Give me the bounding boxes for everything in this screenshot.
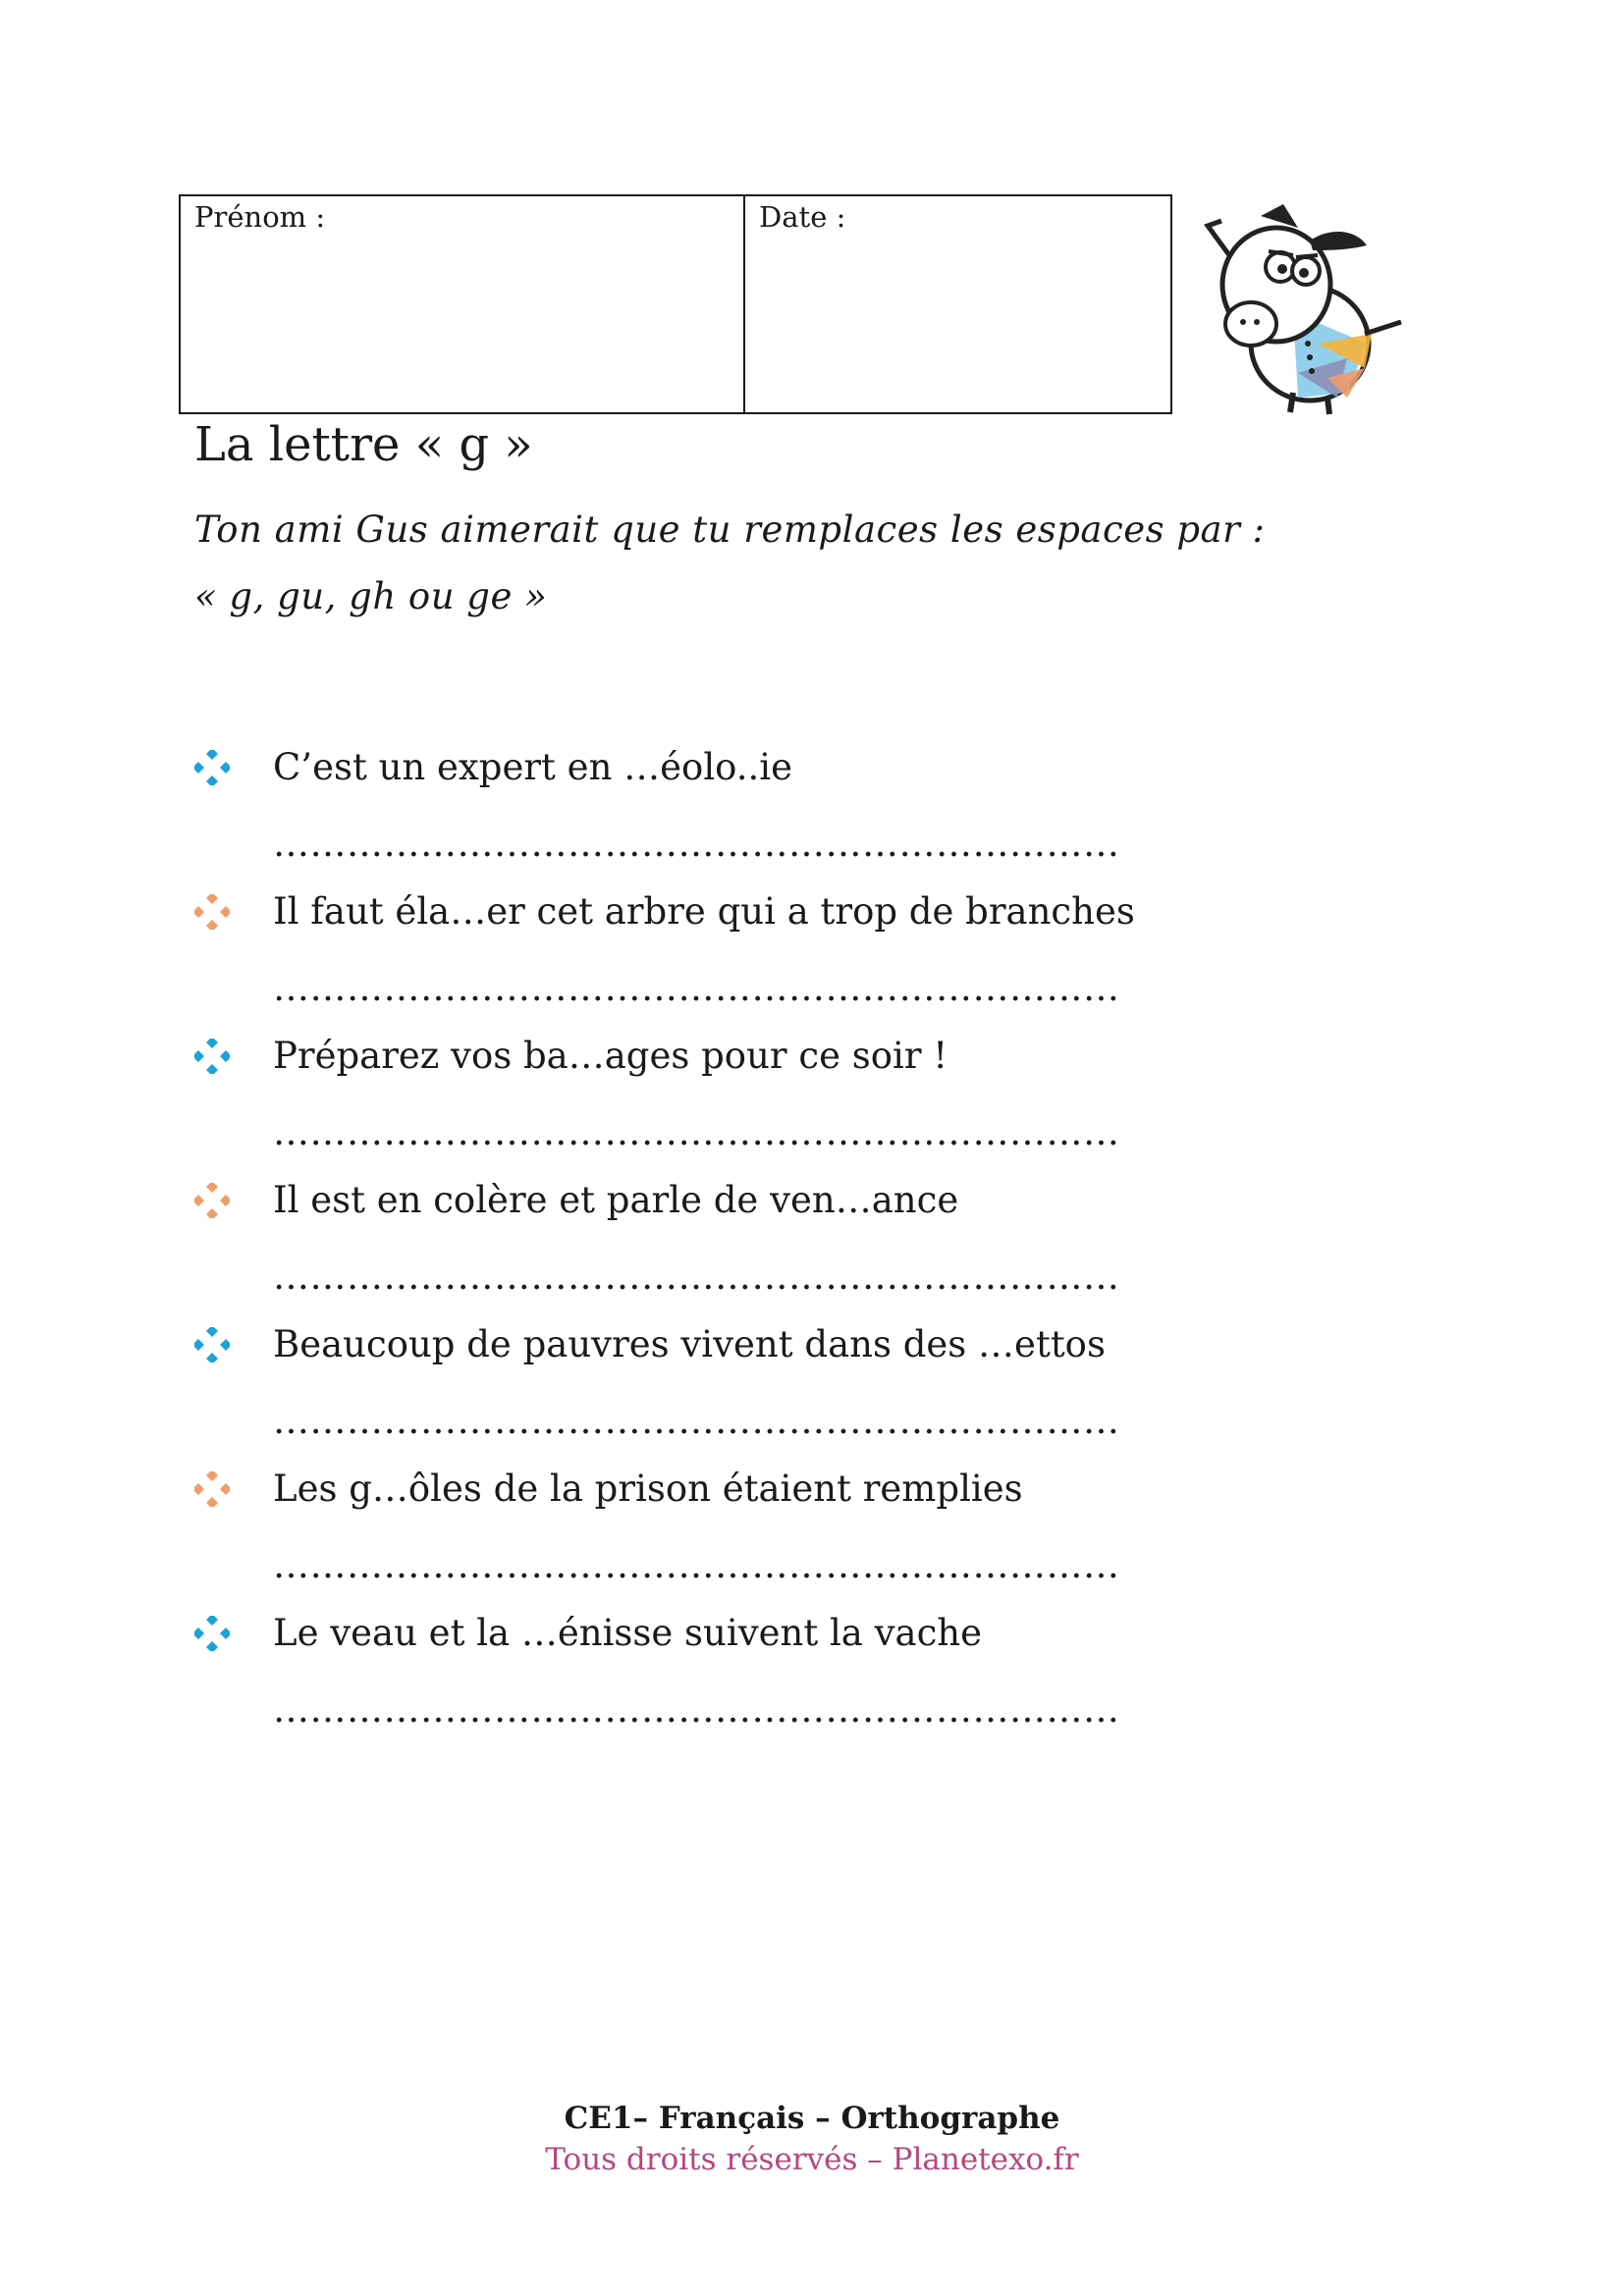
exercise-sentence: Beaucoup de pauvres vivent dans des …ettos (273, 1323, 1106, 1365)
diamond-bullet-icon (194, 750, 230, 785)
gus-mascot-illustration (1200, 196, 1416, 417)
instruction-line-2: « g, gu, gh ou ge » (194, 575, 548, 617)
exercise-sentence: Il faut éla…er cet arbre qui a trop de branches (273, 890, 1135, 933)
footer-title: CE1– Français – Orthographe (564, 2101, 1060, 2136)
name-date-table (179, 194, 1172, 414)
diamond-bullet-icon (194, 1327, 230, 1362)
exercise-item (194, 1604, 1274, 1748)
answer-line[interactable]: …………………………………………………………… (273, 1255, 1120, 1298)
exercise-item (194, 882, 1274, 1027)
prenom-label: Prénom : (194, 200, 326, 234)
date-field[interactable] (745, 196, 1170, 412)
exercise-sentence: C’est un expert en …éolo..ie (273, 746, 793, 788)
exercise-item (194, 1171, 1274, 1315)
prenom-field[interactable] (181, 196, 745, 412)
answer-line[interactable]: …………………………………………………………… (273, 1544, 1120, 1586)
exercise-sentence: Les g…ôles de la prison étaient remplies (273, 1468, 1023, 1510)
instruction-text (194, 497, 1422, 630)
footer-copyright: Tous droits réservés – Planetexo.fr (545, 2142, 1079, 2177)
exercise-sentence: Préparez vos ba…ages pour ce soir ! (273, 1035, 948, 1077)
answer-line[interactable]: …………………………………………………………… (273, 1400, 1120, 1442)
exercise-sentence: Il est en colère et parle de ven…ance (273, 1179, 959, 1221)
instruction-line-1: Ton ami Gus aimerait que tu remplaces les espaces par : (194, 508, 1266, 551)
exercise-item (194, 1315, 1274, 1460)
diamond-bullet-icon (194, 894, 230, 930)
exercise-item (194, 1460, 1274, 1604)
answer-line[interactable]: …………………………………………………………… (273, 967, 1120, 1009)
diamond-bullet-icon (194, 1471, 230, 1507)
answer-line[interactable]: …………………………………………………………… (273, 1111, 1120, 1153)
date-label: Date : (759, 200, 846, 234)
page-title: La lettre « g » (194, 417, 533, 472)
answer-line[interactable]: …………………………………………………………… (273, 823, 1120, 865)
exercise-item (194, 1027, 1274, 1171)
diamond-bullet-icon (194, 1183, 230, 1218)
exercise-item (194, 738, 1274, 882)
exercise-list (194, 738, 1274, 1748)
answer-line[interactable]: …………………………………………………………… (273, 1688, 1120, 1731)
exercise-sentence: Le veau et la …énisse suivent la vache (273, 1612, 983, 1654)
diamond-bullet-icon (194, 1616, 230, 1651)
diamond-bullet-icon (194, 1039, 230, 1074)
